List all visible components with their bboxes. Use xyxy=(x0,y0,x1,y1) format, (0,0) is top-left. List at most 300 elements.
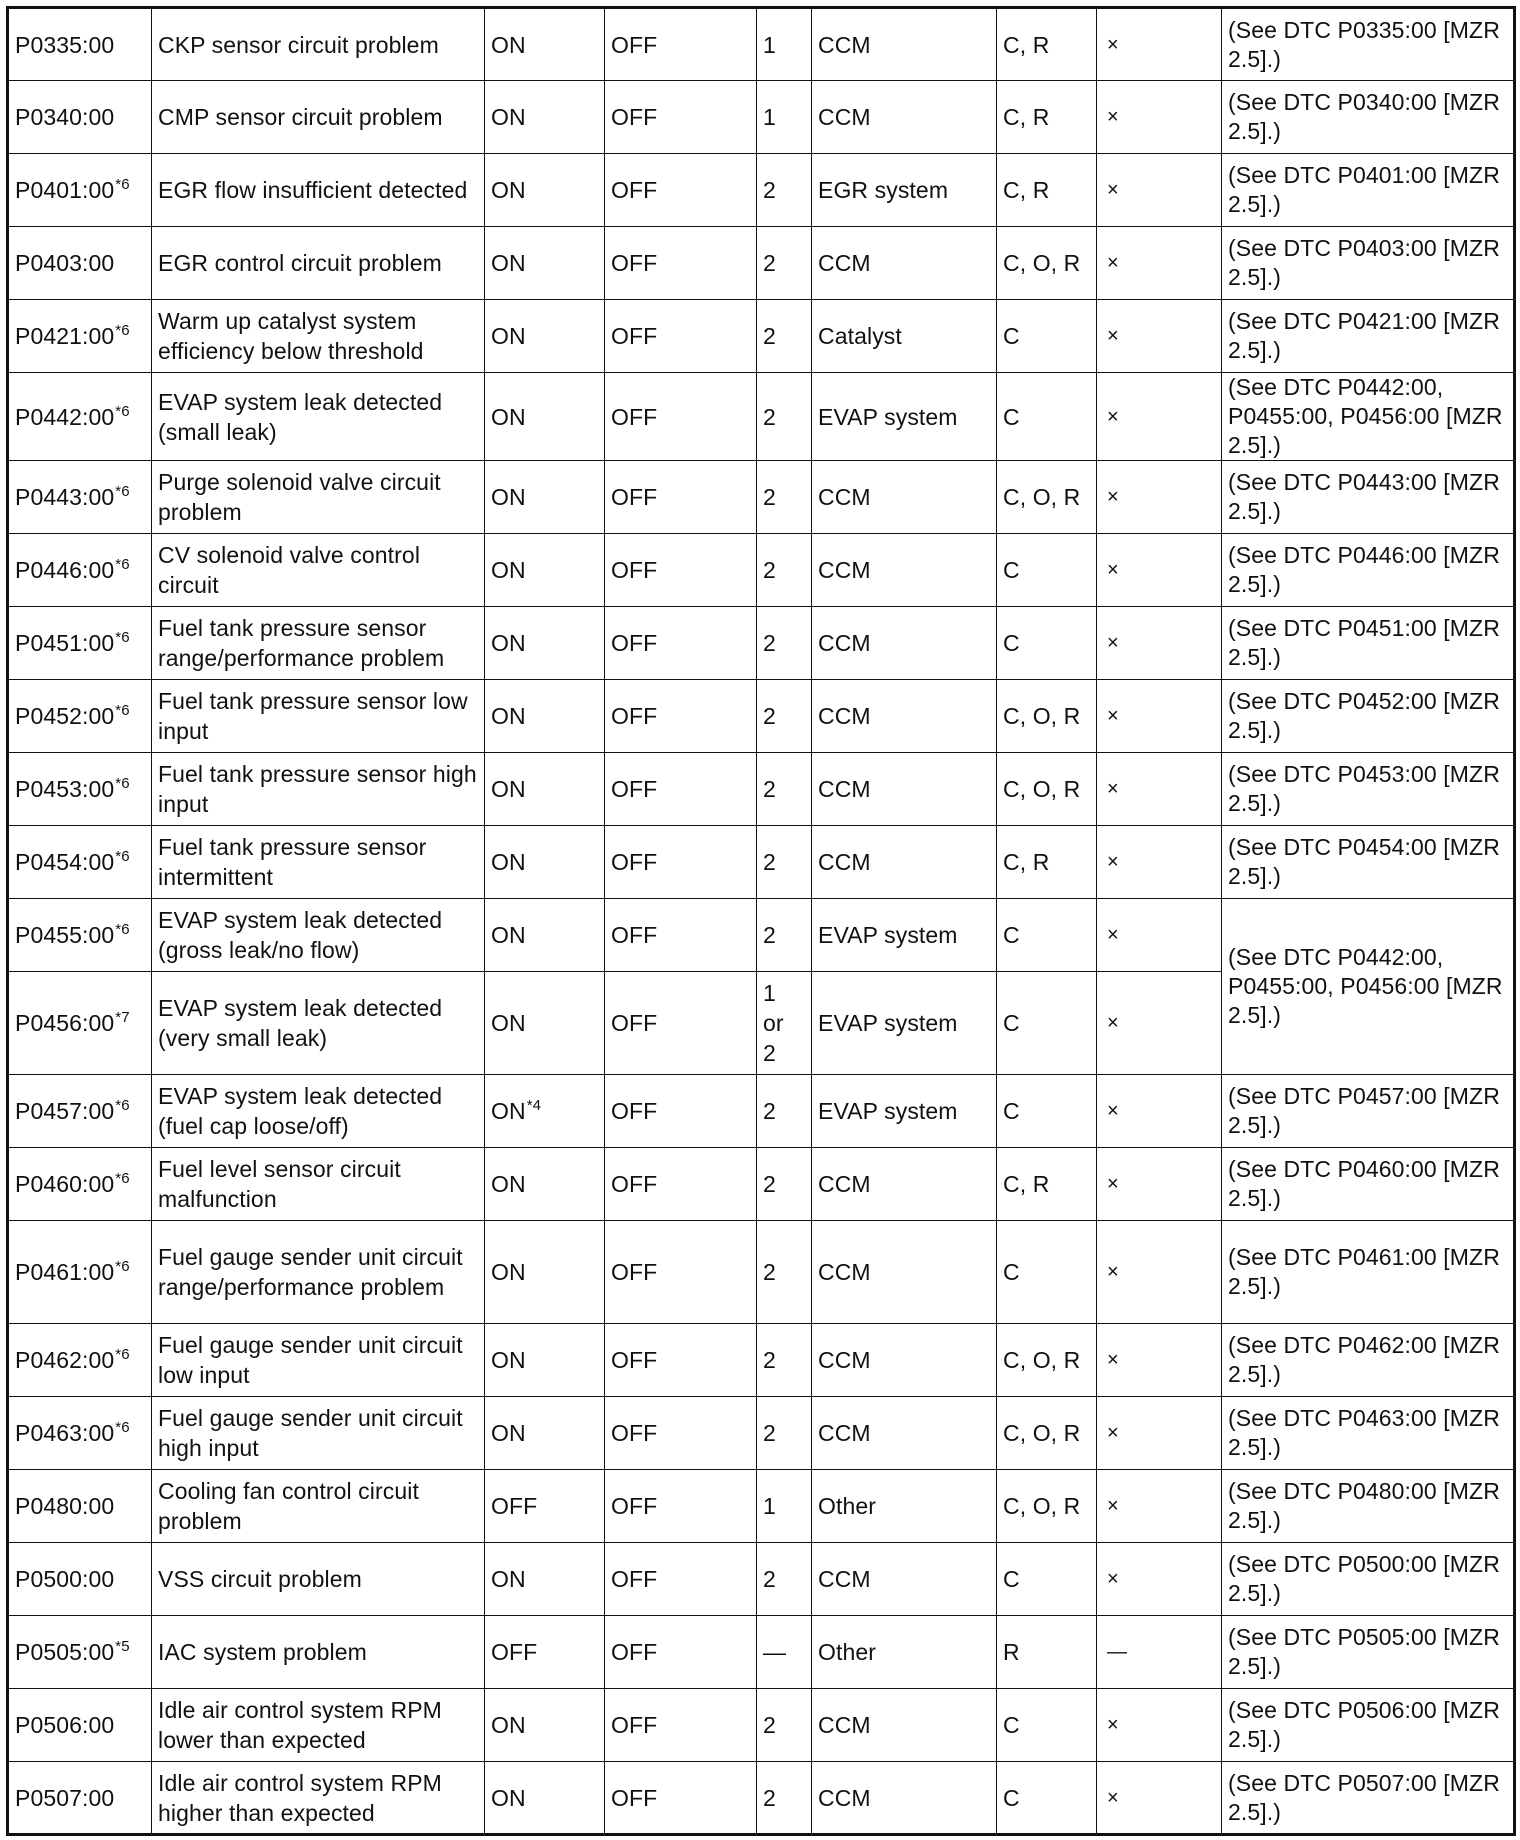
dtc-code-text: P0506:00 xyxy=(15,1712,115,1738)
reference-cell xyxy=(1222,680,1515,753)
footnote-marker: *6 xyxy=(115,775,130,792)
x-mark-text: × xyxy=(1107,1100,1119,1122)
footnote-marker: *6 xyxy=(115,1258,130,1275)
x-mark-text: × xyxy=(1107,559,1119,581)
description-text: VSS circuit problem xyxy=(158,1566,362,1592)
x-mark-text: × xyxy=(1107,325,1119,347)
x-mark-cell xyxy=(1097,899,1222,972)
mil-status-text: ON xyxy=(491,776,526,802)
dtc-code-cell xyxy=(8,1397,152,1470)
dtc-code-cell xyxy=(8,81,152,154)
description-cell xyxy=(152,534,485,607)
mil-status-text: ON xyxy=(491,1171,526,1197)
dtc-code-text: P0442:00 xyxy=(15,403,115,430)
trip-count-text: 2 xyxy=(763,849,776,875)
x-mark-text: × xyxy=(1107,632,1119,654)
x-mark-text: × xyxy=(1107,405,1119,428)
x-mark-cell xyxy=(1097,81,1222,154)
secondary-status-text: OFF xyxy=(611,250,658,276)
monitor-item-text: EVAP system xyxy=(818,1010,958,1036)
monitor-item-cell xyxy=(812,1075,997,1148)
mil-status-cell xyxy=(485,1397,605,1470)
condition-text: C, R xyxy=(1003,1171,1050,1197)
condition-text: C xyxy=(1003,630,1020,656)
description-cell xyxy=(152,1221,485,1324)
dtc-code-cell xyxy=(8,1762,152,1835)
dtc-code-cell xyxy=(8,1470,152,1543)
mil-status-cell xyxy=(485,534,605,607)
secondary-status-cell xyxy=(605,1148,757,1221)
dtc-code-text: P0480:00 xyxy=(15,1493,115,1519)
mil-status-cell xyxy=(485,8,605,81)
trip-count-text: 1 or 2 xyxy=(763,980,784,1066)
reference-cell xyxy=(1222,607,1515,680)
mil-footnote-marker: *4 xyxy=(526,1097,542,1114)
condition-cell xyxy=(997,899,1097,972)
reference-text: (See DTC P0507:00 [MZR 2.5].) xyxy=(1228,1769,1500,1825)
trip-count-cell xyxy=(757,1543,812,1616)
description-text: EGR flow insufficient detected xyxy=(158,177,468,203)
reference-cell xyxy=(1222,1616,1515,1689)
reference-text: (See DTC P0453:00 [MZR 2.5].) xyxy=(1228,761,1500,816)
footnote-marker: *6 xyxy=(115,483,130,500)
condition-cell xyxy=(997,1689,1097,1762)
trip-count-text: 2 xyxy=(763,250,776,276)
trip-count-cell xyxy=(757,1470,812,1543)
footnote-marker: *6 xyxy=(115,1170,130,1187)
secondary-status-text: OFF xyxy=(611,1566,658,1592)
monitor-item-text: CCM xyxy=(818,1420,871,1446)
secondary-status-text: OFF xyxy=(611,177,658,203)
x-mark-cell xyxy=(1097,154,1222,227)
monitor-item-text: CCM xyxy=(818,104,871,130)
dtc-code-text: P0453:00 xyxy=(15,776,115,802)
secondary-status-cell xyxy=(605,1470,757,1543)
description-text: EVAP system leak detected (gross leak/no flow) xyxy=(158,907,443,963)
footnote-marker: *6 xyxy=(115,629,130,646)
secondary-status-text: OFF xyxy=(611,1639,658,1665)
x-mark-text: × xyxy=(1107,1012,1119,1034)
reference-text: (See DTC P0443:00 [MZR 2.5].) xyxy=(1228,469,1500,524)
x-mark-text: × xyxy=(1107,1261,1119,1283)
mil-status-text: ON xyxy=(491,484,526,510)
table-row xyxy=(8,1762,1515,1835)
trip-count-text: 2 xyxy=(763,1259,776,1285)
mil-status-cell xyxy=(485,1148,605,1221)
dtc-code-cell xyxy=(8,1616,152,1689)
secondary-status-cell xyxy=(605,607,757,680)
mil-status-text: OFF xyxy=(491,1493,538,1519)
table-row xyxy=(8,1221,1515,1324)
reference-cell xyxy=(1222,826,1515,899)
trip-count-text: 2 xyxy=(763,557,776,583)
reference-text: (See DTC P0442:00, P0455:00, P0456:00 [MZR 2.5].) xyxy=(1228,374,1503,458)
x-mark-text: × xyxy=(1107,1349,1119,1371)
trip-count-cell xyxy=(757,1324,812,1397)
condition-cell xyxy=(997,1470,1097,1543)
table-row xyxy=(8,1689,1515,1762)
condition-text: C, O, R xyxy=(1003,484,1081,510)
mil-status-text: ON xyxy=(491,1566,526,1592)
description-cell xyxy=(152,154,485,227)
reference-cell xyxy=(1222,1397,1515,1470)
mil-status-text: ON xyxy=(491,177,526,203)
dtc-code-cell xyxy=(8,227,152,300)
monitor-item-cell xyxy=(812,753,997,826)
trip-count-text: 2 xyxy=(763,776,776,802)
reference-cell xyxy=(1222,227,1515,300)
dtc-code-cell xyxy=(8,1075,152,1148)
description-cell xyxy=(152,227,485,300)
dtc-code-text: P0455:00 xyxy=(15,922,115,948)
monitor-item-cell xyxy=(812,1324,997,1397)
dtc-code-text: P0454:00 xyxy=(15,849,115,875)
condition-text: C xyxy=(1003,323,1020,349)
trip-count-text: 1 xyxy=(763,1493,776,1519)
secondary-status-cell xyxy=(605,373,757,461)
trip-count-cell xyxy=(757,1148,812,1221)
trip-count-text: 2 xyxy=(763,1420,776,1446)
x-mark-text: × xyxy=(1107,179,1119,201)
dtc-code-text: P0451:00 xyxy=(15,630,115,656)
x-mark-text: × xyxy=(1107,851,1119,873)
monitor-item-cell xyxy=(812,1397,997,1470)
reference-cell xyxy=(1222,753,1515,826)
trip-count-text: 2 xyxy=(763,323,776,349)
reference-cell xyxy=(1222,1075,1515,1148)
condition-text: C xyxy=(1003,1010,1020,1036)
mil-status-cell xyxy=(485,154,605,227)
mil-status-text: ON xyxy=(491,1098,526,1124)
description-cell xyxy=(152,461,485,534)
condition-cell xyxy=(997,972,1097,1075)
condition-cell xyxy=(997,1148,1097,1221)
description-text: EVAP system leak detected (small leak) xyxy=(158,388,443,445)
reference-text: (See DTC P0506:00 [MZR 2.5].) xyxy=(1228,1697,1500,1752)
trip-count-cell xyxy=(757,534,812,607)
condition-text: C xyxy=(1003,922,1020,948)
trip-count-text: 1 xyxy=(763,104,776,130)
x-mark-text: × xyxy=(1107,1173,1119,1195)
mil-status-text: OFF xyxy=(491,1639,538,1665)
dtc-code-text: P0335:00 xyxy=(15,31,115,58)
condition-cell xyxy=(997,534,1097,607)
reference-text: (See DTC P0451:00 [MZR 2.5].) xyxy=(1228,615,1500,670)
table-row xyxy=(8,753,1515,826)
trip-count-cell xyxy=(757,972,812,1075)
mil-status-cell xyxy=(485,607,605,680)
reference-text: (See DTC P0480:00 [MZR 2.5].) xyxy=(1228,1478,1500,1533)
trip-count-cell xyxy=(757,81,812,154)
secondary-status-text: OFF xyxy=(611,1493,658,1519)
description-text: CKP sensor circuit problem xyxy=(158,31,439,58)
reference-cell xyxy=(1222,1221,1515,1324)
dtc-code-cell xyxy=(8,373,152,461)
monitor-item-cell xyxy=(812,461,997,534)
mil-status-cell xyxy=(485,1543,605,1616)
reference-cell xyxy=(1222,81,1515,154)
secondary-status-cell xyxy=(605,753,757,826)
x-mark-cell xyxy=(1097,1543,1222,1616)
x-mark-cell xyxy=(1097,1470,1222,1543)
trip-count-cell xyxy=(757,461,812,534)
description-cell xyxy=(152,8,485,81)
reference-text: (See DTC P0460:00 [MZR 2.5].) xyxy=(1228,1156,1500,1211)
description-text: EVAP system leak detected (fuel cap loose/off) xyxy=(158,1083,443,1139)
description-text: EGR control circuit problem xyxy=(158,250,442,276)
condition-text: C, O, R xyxy=(1003,1493,1081,1519)
dtc-code-cell xyxy=(8,680,152,753)
dtc-code-text: P0500:00 xyxy=(15,1566,115,1592)
dtc-table xyxy=(6,6,1516,1836)
reference-cell xyxy=(1222,300,1515,373)
reference-cell xyxy=(1222,373,1515,461)
x-mark-cell xyxy=(1097,373,1222,461)
mil-status-text: ON xyxy=(491,1420,526,1446)
dtc-code-cell xyxy=(8,826,152,899)
mil-status-cell xyxy=(485,300,605,373)
x-mark-cell xyxy=(1097,607,1222,680)
mil-status-text: ON xyxy=(491,922,526,948)
secondary-status-text: OFF xyxy=(611,1171,658,1197)
secondary-status-cell xyxy=(605,1075,757,1148)
trip-count-cell xyxy=(757,300,812,373)
reference-cell xyxy=(1222,461,1515,534)
condition-cell xyxy=(997,1221,1097,1324)
monitor-item-cell xyxy=(812,373,997,461)
description-text: Fuel gauge sender unit circuit low input xyxy=(158,1332,463,1388)
monitor-item-cell xyxy=(812,1221,997,1324)
trip-count-cell xyxy=(757,826,812,899)
table-row xyxy=(8,1616,1515,1689)
condition-text: C xyxy=(1003,1259,1020,1285)
mil-status-cell xyxy=(485,1324,605,1397)
monitor-item-cell xyxy=(812,1543,997,1616)
condition-text: C xyxy=(1003,1098,1020,1124)
description-cell xyxy=(152,1689,485,1762)
secondary-status-text: OFF xyxy=(611,849,658,875)
footnote-marker: *6 xyxy=(115,1419,130,1436)
reference-cell xyxy=(1222,1148,1515,1221)
table-row xyxy=(8,461,1515,534)
monitor-item-cell xyxy=(812,300,997,373)
trip-count-cell xyxy=(757,899,812,972)
footnote-marker: *5 xyxy=(115,1638,130,1655)
condition-cell xyxy=(997,1616,1097,1689)
mil-status-cell xyxy=(485,461,605,534)
secondary-status-cell xyxy=(605,8,757,81)
condition-text: C, R xyxy=(1003,31,1050,58)
table-row xyxy=(8,607,1515,680)
mil-status-text: ON xyxy=(491,1259,526,1285)
condition-text: C xyxy=(1003,1712,1020,1738)
monitor-item-cell xyxy=(812,8,997,81)
x-mark-text: × xyxy=(1107,1786,1119,1809)
secondary-status-text: OFF xyxy=(611,922,658,948)
condition-text: C, R xyxy=(1003,104,1050,130)
table-row xyxy=(8,227,1515,300)
x-mark-text: × xyxy=(1107,705,1119,727)
reference-cell xyxy=(1222,534,1515,607)
mil-status-cell xyxy=(485,1470,605,1543)
trip-count-cell xyxy=(757,227,812,300)
x-mark-text: × xyxy=(1107,486,1119,508)
description-cell xyxy=(152,1148,485,1221)
monitor-item-text: CCM xyxy=(818,1259,871,1285)
trip-count-text: 2 xyxy=(763,703,776,729)
x-mark-cell xyxy=(1097,1397,1222,1470)
x-mark-text: × xyxy=(1107,106,1119,128)
x-mark-text: × xyxy=(1107,924,1119,946)
mil-status-cell xyxy=(485,1762,605,1835)
description-text: Fuel tank pressure sensor low input xyxy=(158,688,468,744)
footnote-marker: *6 xyxy=(115,848,130,865)
dtc-code-text: P0401:00 xyxy=(15,177,115,203)
description-text: Fuel gauge sender unit circuit high input xyxy=(158,1405,463,1461)
footnote-marker: *6 xyxy=(115,1346,130,1363)
trip-count-text: 2 xyxy=(763,922,776,948)
reference-text: (See DTC P0505:00 [MZR 2.5].) xyxy=(1228,1624,1500,1679)
secondary-status-cell xyxy=(605,899,757,972)
condition-cell xyxy=(997,753,1097,826)
mil-status-cell xyxy=(485,753,605,826)
monitor-item-text: CCM xyxy=(818,1712,871,1738)
trip-count-cell xyxy=(757,1616,812,1689)
dtc-code-cell xyxy=(8,1221,152,1324)
secondary-status-text: OFF xyxy=(611,31,658,58)
reference-text: (See DTC P0340:00 [MZR 2.5].) xyxy=(1228,89,1500,144)
table-row xyxy=(8,300,1515,373)
condition-text: R xyxy=(1003,1639,1020,1665)
x-mark-text: × xyxy=(1107,778,1119,800)
trip-count-cell xyxy=(757,680,812,753)
mil-status-text: ON xyxy=(491,403,526,430)
monitor-item-text: Catalyst xyxy=(818,323,902,349)
condition-text: C, O, R xyxy=(1003,1420,1081,1446)
table-row xyxy=(8,1470,1515,1543)
description-text: Fuel tank pressure sensor intermittent xyxy=(158,834,427,890)
table-row xyxy=(8,1324,1515,1397)
description-cell xyxy=(152,1397,485,1470)
secondary-status-cell xyxy=(605,826,757,899)
description-cell xyxy=(152,899,485,972)
x-mark-cell xyxy=(1097,300,1222,373)
mil-status-cell xyxy=(485,81,605,154)
dtc-table-body xyxy=(8,8,1515,1835)
description-cell xyxy=(152,607,485,680)
secondary-status-cell xyxy=(605,680,757,753)
mil-status-text: ON xyxy=(491,323,526,349)
description-text: EVAP system leak detected (very small leak) xyxy=(158,995,443,1051)
x-mark-text: × xyxy=(1107,1422,1119,1444)
description-cell xyxy=(152,1324,485,1397)
trip-count-cell xyxy=(757,373,812,461)
description-cell xyxy=(152,81,485,154)
monitor-item-text: CCM xyxy=(818,1566,871,1592)
dtc-code-text: P0457:00 xyxy=(15,1098,115,1124)
x-mark-cell xyxy=(1097,1689,1222,1762)
mil-status-text: ON xyxy=(491,557,526,583)
dtc-code-cell xyxy=(8,1324,152,1397)
monitor-item-text: CCM xyxy=(818,849,871,875)
footnote-marker: *6 xyxy=(115,402,130,420)
x-mark-text: × xyxy=(1107,33,1119,56)
mil-status-text: ON xyxy=(491,1712,526,1738)
monitor-item-text: CCM xyxy=(818,1171,871,1197)
monitor-item-cell xyxy=(812,680,997,753)
x-mark-cell xyxy=(1097,1324,1222,1397)
trip-count-text: 2 xyxy=(763,484,776,510)
reference-text: (See DTC P0403:00 [MZR 2.5].) xyxy=(1228,235,1500,290)
secondary-status-text: OFF xyxy=(611,403,658,430)
reference-text: (See DTC P0446:00 [MZR 2.5].) xyxy=(1228,542,1500,597)
trip-count-cell xyxy=(757,154,812,227)
monitor-item-cell xyxy=(812,1616,997,1689)
trip-count-text: 2 xyxy=(763,1098,776,1124)
secondary-status-text: OFF xyxy=(611,557,658,583)
secondary-status-text: OFF xyxy=(611,776,658,802)
secondary-status-cell xyxy=(605,461,757,534)
monitor-item-text: CCM xyxy=(818,1347,871,1373)
secondary-status-cell xyxy=(605,1397,757,1470)
description-text: Fuel tank pressure sensor high input xyxy=(158,761,477,817)
dtc-code-cell xyxy=(8,972,152,1075)
monitor-item-text: EVAP system xyxy=(818,1098,958,1124)
mil-status-cell xyxy=(485,826,605,899)
table-row xyxy=(8,1148,1515,1221)
dtc-code-cell xyxy=(8,8,152,81)
mil-status-text: ON xyxy=(491,703,526,729)
table-row xyxy=(8,899,1515,972)
mil-status-text: ON xyxy=(491,250,526,276)
dtc-code-text: P0421:00 xyxy=(15,323,115,349)
trip-count-text: 2 xyxy=(763,630,776,656)
trip-count-text: 1 xyxy=(763,31,776,58)
dtc-code-cell xyxy=(8,154,152,227)
description-text: Idle air control system RPM lower than expected xyxy=(158,1697,442,1753)
description-text: Fuel gauge sender unit circuit range/performance problem xyxy=(158,1244,463,1300)
footnote-marker: *7 xyxy=(115,1009,130,1026)
monitor-item-cell xyxy=(812,534,997,607)
dtc-code-text: P0456:00 xyxy=(15,1010,115,1036)
trip-count-cell xyxy=(757,8,812,81)
description-cell xyxy=(152,826,485,899)
dtc-code-cell xyxy=(8,899,152,972)
description-text: CMP sensor circuit problem xyxy=(158,104,443,130)
mil-status-cell xyxy=(485,899,605,972)
condition-text: C xyxy=(1003,403,1020,430)
monitor-item-text: CCM xyxy=(818,31,871,58)
description-text: Purge solenoid valve circuit problem xyxy=(158,469,441,525)
description-text: Warm up catalyst system efficiency below threshold xyxy=(158,308,424,364)
monitor-item-text: CCM xyxy=(818,776,871,802)
condition-text: C, R xyxy=(1003,849,1050,875)
dtc-code-text: P0443:00 xyxy=(15,484,115,510)
condition-cell xyxy=(997,300,1097,373)
footnote-marker: *6 xyxy=(115,556,130,573)
monitor-item-text: CCM xyxy=(818,703,871,729)
description-text: Fuel level sensor circuit malfunction xyxy=(158,1156,401,1212)
mil-status-text: ON xyxy=(491,31,526,58)
dtc-code-cell xyxy=(8,607,152,680)
monitor-item-cell xyxy=(812,1762,997,1835)
secondary-status-cell xyxy=(605,1616,757,1689)
description-text: Idle air control system RPM higher than expected xyxy=(158,1769,442,1826)
table-row xyxy=(8,8,1515,81)
table-row xyxy=(8,534,1515,607)
description-cell xyxy=(152,300,485,373)
mil-status-text: ON xyxy=(491,849,526,875)
